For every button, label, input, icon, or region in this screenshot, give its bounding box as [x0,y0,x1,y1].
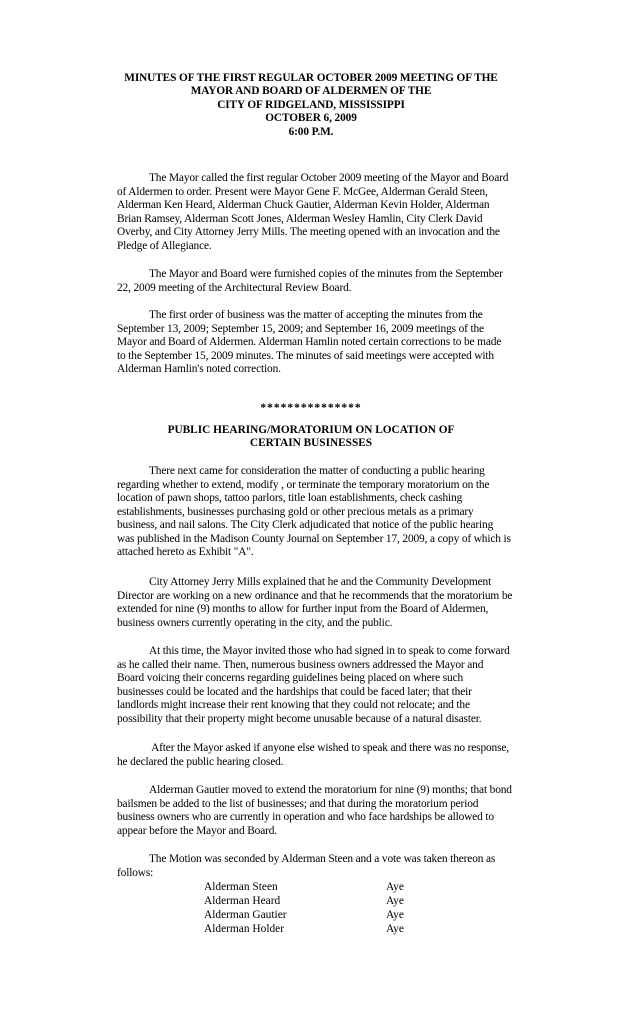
text-line: Alderman Ken Heard, Alderman Chuck Gautier, Alderman Kevin Holder, Alderman [117,199,490,211]
text-line: The Mayor and Board were furnished copies of the minutes from the September [149,268,503,280]
vote-value: Aye [386,881,404,893]
text-line: extended for nine (9) months to allow for further input from the Board of Aldermen, [117,603,489,615]
text-line: Alderman Hamlin's noted correction. [117,363,281,375]
paragraph-second [117,853,537,880]
title-line: 6:00 P.M. [288,125,334,138]
title-line: MAYOR AND BOARD OF ALDERMEN OF THE [190,85,432,98]
heading-line: CERTAIN BUSINESSES [249,437,373,450]
text-line: he declared the public hearing closed. [117,755,284,768]
text-line: business owners who are currently in operation and who face hardships be allowed to [117,811,494,823]
text-line: After the Mayor asked if anyone else wished to speak and there was no response, [149,742,509,754]
text-line: was published in the Madison County Journal on September 17, 2009, a copy of which is [117,532,511,545]
title-line: CITY OF RIDGELAND, MISSISSIPPI [217,98,405,111]
text-line: September 13, 2009; September 15, 2009; and September 16, 2009 meetings of the [117,322,484,335]
vote-alderman-name: Alderman Steen [204,881,278,893]
text-line: bailsmen be added to the list of businesses; and that during the moratorium period [117,797,479,810]
vote-alderman-name: Alderman Gautier [204,909,287,921]
vote-list [204,880,404,936]
vote-value: Aye [386,909,404,921]
text-line: Board voicing their concerns regarding guidelines being placed on where such [117,672,464,684]
text-line: business, and nail salons. The City Clerk adjudicated that notice of the public hearing [117,519,494,531]
vote-alderman-name: Alderman Heard [204,895,281,907]
text-line: businesses could be located and the hardships that could be faced later; that their [117,685,472,698]
section-heading [0,424,622,451]
vote-row [204,894,404,908]
text-line: as he called their name. Then, numerous business owners addressed the Mayor and [117,658,484,671]
text-line: Director are working on a new ordinance and that he recommends that the moratorium be [117,589,513,602]
text-line: possibility that their property might become unusable because of a natural disaster. [117,712,482,725]
paragraph-minutes-furnished [117,268,537,295]
title-line: OCTOBER 6, 2009 [265,112,357,125]
vote-value: Aye [386,923,404,935]
paragraph-motion [117,784,537,838]
paragraph-hearing-closed [117,742,537,769]
paragraph-business-owners [117,645,537,726]
text-line: Alderman Gautier moved to extend the moratorium for nine (9) months; that bond [149,784,512,796]
text-line: of Aldermen to order. Present were Mayor Gene F. McGee, Alderman Gerald Steen, [117,185,488,198]
text-line: Overby, and City Attorney Jerry Mills. The meeting opened with an invocation and the [117,226,500,238]
paragraph-attorney [117,576,537,630]
text-line: regarding whether to extend, modify , or terminate the temporary moratorium on the [117,478,490,491]
paragraph-public-hearing [117,465,537,560]
section-separator: *************** [260,402,362,414]
text-line: appear before the Mayor and Board. [117,824,277,837]
heading-line: PUBLIC HEARING/MORATORIUM ON LOCATION OF [167,424,455,436]
text-line: The Motion was seconded by Alderman Steen and a vote was taken thereon as [149,853,496,865]
vote-value: Aye [386,895,404,907]
text-line: attached hereto as Exhibit "A". [117,546,254,558]
title-line: MINUTES OF THE FIRST REGULAR OCTOBER 2009 MEETING OF THE [124,72,498,84]
paragraph-call-to-order [117,172,537,253]
text-line: follows: [117,866,154,879]
vote-row [204,880,404,894]
text-line: Brian Ramsey, Alderman Scott Jones, Alderman Wesley Hamlin, City Clerk David [117,212,483,225]
text-line: The first order of business was the matter of accepting the minutes from the [149,309,483,321]
text-line: At this time, the Mayor invited those who had signed in to speak to come forward [149,645,510,657]
text-line: location of pawn shops, tattoo parlors, title loan establishments, check cashing [117,492,463,504]
vote-row [204,908,404,922]
document-title [0,72,622,139]
text-line: There next came for consideration the matter of conducting a public hearing [149,465,485,477]
text-line: landlords might increase their rent knowing that they could not relocate; and the [117,699,470,711]
text-line: 22, 2009 meeting of the Architectural Review Board. [117,281,352,294]
text-line: establishments, businesses purchasing gold or other precious metals as a primary [117,505,474,518]
text-line: City Attorney Jerry Mills explained that he and the Community Development [149,576,492,588]
text-line: The Mayor called the first regular October 2009 meeting of the Mayor and Board [149,172,509,184]
vote-row [204,922,404,936]
paragraph-first-order [117,309,537,377]
vote-alderman-name: Alderman Holder [204,923,285,935]
text-line: Pledge of Allegiance. [117,239,212,252]
text-line: to the September 15, 2009 minutes. The minutes of said meetings were accepted with [117,349,494,362]
text-line: business owners currently operating in the city, and the public. [117,616,393,629]
text-line: Mayor and Board of Aldermen. Alderman Hamlin noted certain corrections to be made [117,336,502,348]
